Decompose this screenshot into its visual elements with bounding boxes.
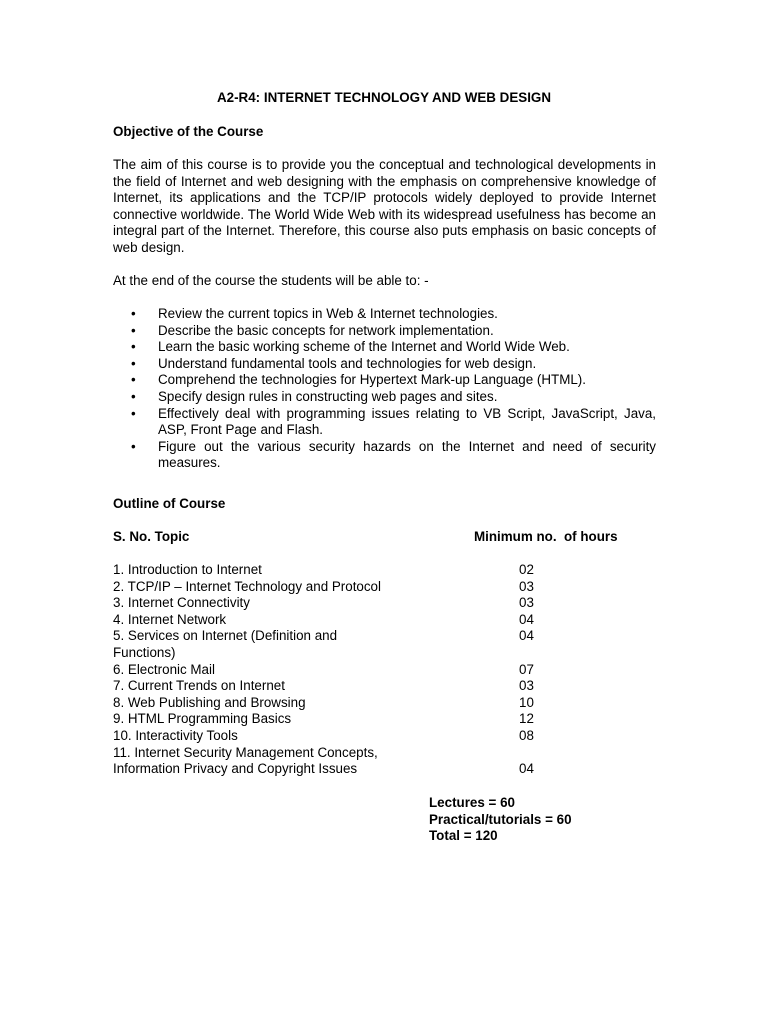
- table-row: [113, 745, 633, 762]
- topic-name-continued: Information Privacy and Copyright Issues: [113, 761, 358, 777]
- outcomes-intro: At the end of the course the students will be able to: -: [113, 273, 429, 288]
- table-row-continuation: [113, 761, 633, 778]
- practical-total: Practical/tutorials = 60: [429, 811, 572, 827]
- list-item: [113, 439, 656, 472]
- bullet-text: Review the current topics in Web & Internet technologies.: [158, 306, 498, 321]
- bullet-icon: •: [131, 339, 136, 355]
- list-item: [113, 389, 656, 406]
- topic-hours: 02: [519, 562, 534, 577]
- objective-heading: Objective of the Course: [113, 124, 264, 139]
- list-item: [113, 323, 656, 340]
- hours-totals: [429, 795, 572, 845]
- topic-name: 2. TCP/IP – Internet Technology and Protocol: [113, 578, 381, 594]
- topic-name: 1. Introduction to Internet: [113, 562, 262, 577]
- topic-name: 5. Services on Internet (Definition and: [113, 628, 338, 644]
- list-item: [113, 406, 656, 439]
- topic-hours: 08: [519, 727, 534, 743]
- outcomes-list: [113, 306, 656, 472]
- topic-name: 3. Internet Connectivity: [113, 595, 250, 611]
- table-row: [113, 595, 633, 612]
- outline-heading: Outline of Course: [113, 496, 226, 511]
- table-row: [113, 628, 633, 645]
- bullet-text: Describe the basic concepts for network implementation.: [158, 322, 494, 338]
- table-row: [113, 711, 633, 728]
- topic-name: 10. Interactivity Tools: [113, 727, 238, 743]
- topic-hours: 03: [519, 595, 534, 611]
- table-row: [113, 562, 633, 579]
- lectures-total: Lectures = 60: [429, 795, 515, 810]
- objective-paragraph: The aim of this course is to provide you the conceptual and technological developments in the field of Internet and web designing with the emphasis on comprehensive knowledge of Internet, its applications and the TCP/IP protocols widely deployed to provide Internet connective worldwide. The World Wide Web with its widespread usefulness has become an integral part of the Internet. Therefore, this course also puts emphasis on basic concepts of web design.: [113, 157, 656, 255]
- topic-name: 8. Web Publishing and Browsing: [113, 694, 306, 710]
- topic-hours: 07: [519, 661, 534, 677]
- bullet-text: Figure out the various security hazards on the Internet and need of security measures.: [158, 438, 656, 471]
- list-item: [113, 339, 656, 356]
- grand-total: Total = 120: [429, 828, 498, 844]
- list-item: [113, 306, 656, 323]
- topic-hours: 04: [519, 611, 534, 627]
- table-row: [113, 612, 633, 629]
- bullet-text: Understand fundamental tools and technologies for web design.: [158, 355, 537, 371]
- topic-name: 11. Internet Security Management Concepts,: [113, 744, 378, 760]
- topic-name: 6. Electronic Mail: [113, 661, 215, 677]
- bullet-text: Specify design rules in constructing web pages and sites.: [158, 388, 498, 404]
- table-row: [113, 695, 633, 712]
- bullet-icon: •: [131, 306, 136, 321]
- bullet-text: Learn the basic working scheme of the Internet and World Wide Web.: [158, 339, 570, 355]
- list-item: [113, 356, 656, 373]
- topic-name: 4. Internet Network: [113, 611, 227, 627]
- bullet-icon: •: [131, 372, 136, 388]
- topic-name-continued: Functions): [113, 644, 176, 660]
- table-row: [113, 662, 633, 679]
- topic-hours: 03: [519, 678, 534, 694]
- topic-hours: 12: [519, 711, 534, 727]
- bullet-icon: •: [131, 355, 136, 371]
- bullet-icon: •: [131, 438, 136, 454]
- topic-column-header: S. No. Topic: [113, 529, 190, 544]
- topic-hours: 03: [519, 578, 534, 594]
- hours-column-header: Minimum no. of hours: [474, 529, 618, 544]
- bullet-icon: •: [131, 405, 136, 421]
- topic-name: 7. Current Trends on Internet: [113, 678, 285, 694]
- table-row-continuation: [113, 645, 633, 662]
- topics-table: [113, 562, 633, 778]
- bullet-icon: •: [131, 388, 136, 404]
- table-row: [113, 678, 633, 695]
- bullet-text: Effectively deal with programming issues relating to VB Script, JavaScript, Java, ASP, Front Page and Flash.: [158, 405, 656, 438]
- course-title: A2-R4: INTERNET TECHNOLOGY AND WEB DESIGN: [216, 90, 552, 105]
- topic-hours: 04: [519, 628, 534, 644]
- table-row: [113, 579, 633, 596]
- topic-name: 9. HTML Programming Basics: [113, 711, 292, 727]
- topic-hours: 04: [519, 761, 534, 777]
- table-row: [113, 728, 633, 745]
- bullet-icon: •: [131, 322, 136, 338]
- bullet-text: Comprehend the technologies for Hypertext Mark-up Language (HTML).: [158, 372, 586, 388]
- list-item: [113, 372, 656, 389]
- topic-hours: 10: [519, 694, 534, 710]
